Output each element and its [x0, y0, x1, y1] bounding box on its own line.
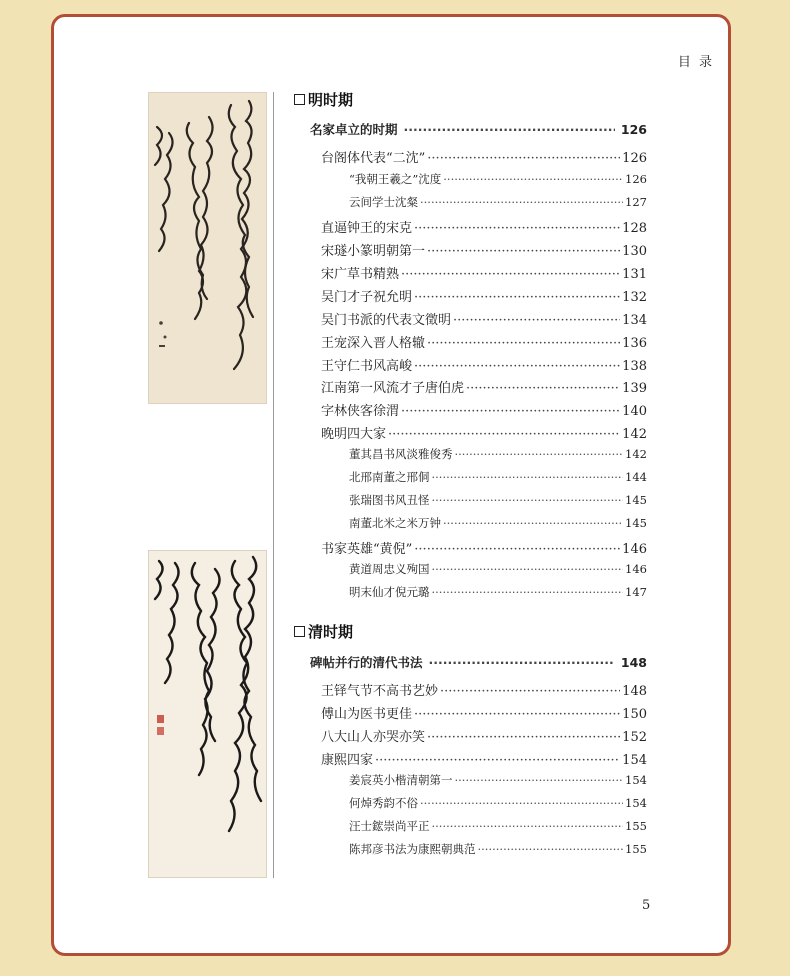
- toc-subentry[interactable]: [349, 469, 647, 485]
- entry-page: 144: [625, 470, 647, 484]
- entry-title: 宋广草书精熟: [321, 267, 400, 282]
- entry-title: 八大山人亦哭亦笑: [321, 730, 426, 745]
- leader-dots: [427, 336, 620, 351]
- entry-page: 146: [622, 542, 647, 557]
- entry-page: 142: [622, 427, 647, 442]
- entry-title: 字林侠客徐渭: [321, 404, 400, 419]
- entry-page: 150: [622, 707, 647, 722]
- toc-subentry[interactable]: [349, 492, 647, 508]
- toc-entry[interactable]: [321, 263, 647, 282]
- entry-page: 134: [622, 313, 647, 328]
- entry-title: 北邢南董之邢侗: [349, 470, 430, 484]
- chapter-title: 碑帖并行的清代书法: [310, 655, 423, 670]
- leader-dots: [427, 730, 620, 745]
- entry-page: 145: [625, 493, 647, 507]
- entry-title: 云间学士沈粲: [349, 195, 418, 209]
- chapter-page: 126: [620, 122, 647, 137]
- leader-dots: [414, 290, 620, 305]
- entry-page: 130: [622, 244, 647, 259]
- toc-entry[interactable]: [321, 332, 647, 351]
- entry-page: 136: [622, 336, 647, 351]
- entry-title: 明末仙才倪元璐: [349, 585, 430, 599]
- toc-entry[interactable]: [321, 749, 647, 768]
- entry-page: 148: [622, 684, 647, 699]
- leader-dots: [414, 221, 620, 236]
- entry-title: 王宠深入晋人格辙: [321, 336, 426, 351]
- entry-title: 汪士鋐崇尚平正: [349, 819, 430, 833]
- entry-page: 154: [622, 753, 647, 768]
- toc-subentry[interactable]: [349, 795, 647, 811]
- entry-title: 何焯秀韵不俗: [349, 796, 418, 810]
- section-heading-qing: [294, 621, 353, 642]
- leader-dots: [429, 655, 615, 670]
- leader-dots: [388, 427, 620, 442]
- chapter-title: 名家卓立的时期: [310, 122, 398, 137]
- leader-dots: [420, 796, 623, 810]
- checkbox-square-icon: [294, 626, 305, 637]
- leader-dots: [401, 404, 620, 419]
- toc-entry[interactable]: [321, 286, 647, 305]
- entry-page: 147: [625, 585, 647, 599]
- section-heading-ming: [294, 89, 353, 110]
- entry-page: 140: [622, 404, 647, 419]
- entry-page: 131: [622, 267, 647, 282]
- leader-dots: [404, 122, 615, 137]
- toc-subentry[interactable]: [349, 841, 647, 857]
- entry-page: 127: [625, 195, 647, 209]
- toc-entry[interactable]: [321, 240, 647, 259]
- leader-dots: [414, 542, 620, 557]
- leader-dots: [432, 493, 624, 507]
- entry-title: 傅山为医书更佳: [321, 707, 413, 722]
- entry-page: 146: [625, 562, 647, 576]
- toc-subentry[interactable]: [349, 772, 647, 788]
- entry-page: 155: [625, 842, 647, 856]
- entry-title: 张瑞图书风丑怪: [349, 493, 430, 507]
- leader-dots: [443, 172, 623, 186]
- leader-dots: [427, 244, 620, 259]
- entry-page: 139: [622, 381, 647, 396]
- entry-title: 晚明四大家: [321, 427, 387, 442]
- entry-title: 王铎气节不高书艺妙: [321, 684, 439, 699]
- toc-entry[interactable]: [321, 538, 647, 557]
- entry-title: “我朝王羲之”沈度: [349, 172, 442, 186]
- entry-page: 154: [625, 796, 647, 810]
- toc-entry[interactable]: [321, 147, 647, 166]
- toc-entry[interactable]: [321, 726, 647, 745]
- page-number: 5: [642, 898, 651, 913]
- leader-dots: [432, 819, 624, 833]
- entry-page: 155: [625, 819, 647, 833]
- column-divider: [273, 92, 274, 878]
- entry-title: 书家英雄“黄倪”: [321, 542, 413, 557]
- leader-dots: [478, 842, 624, 856]
- entry-title: 姜宸英小楷清朝第一: [349, 773, 453, 787]
- leader-dots: [401, 267, 620, 282]
- entry-title: 黄道周忠义殉国: [349, 562, 430, 576]
- toc-entry[interactable]: [321, 377, 647, 396]
- leader-dots: [427, 151, 620, 166]
- toc-subentry[interactable]: [349, 561, 647, 577]
- entry-title: 直逼钟王的宋克: [321, 221, 413, 236]
- leader-dots: [455, 447, 624, 461]
- leader-dots: [453, 313, 620, 328]
- leader-dots: [414, 359, 620, 374]
- entry-page: 145: [625, 516, 647, 530]
- entry-page: 152: [622, 730, 647, 745]
- leader-dots: [432, 585, 624, 599]
- leader-dots: [420, 195, 623, 209]
- chapter-page: 148: [620, 655, 647, 670]
- toc-entry[interactable]: [321, 423, 647, 442]
- entry-page: 128: [622, 221, 647, 236]
- toc-subentry[interactable]: [349, 515, 647, 531]
- toc-subentry[interactable]: [349, 171, 647, 187]
- entry-page: 138: [622, 359, 647, 374]
- entry-title: 南董北米之米万钟: [349, 516, 441, 530]
- entry-page: 154: [625, 773, 647, 787]
- section-title: 明时期: [308, 91, 354, 109]
- entry-title: 江南第一风流才子唐伯虎: [321, 381, 465, 396]
- entry-title: 吴门才子祝允明: [321, 290, 413, 305]
- entry-title: 吴门书派的代表文徵明: [321, 313, 452, 328]
- toc-chapter-qing[interactable]: [310, 653, 647, 671]
- toc-entry[interactable]: [321, 309, 647, 328]
- toc-subentry[interactable]: [349, 818, 647, 834]
- leader-dots: [466, 381, 620, 396]
- entry-title: 董其昌书风淡雅俊秀: [349, 447, 453, 461]
- toc-entry[interactable]: [321, 355, 647, 374]
- toc-entry[interactable]: [321, 217, 647, 236]
- toc-entry[interactable]: [321, 680, 647, 699]
- entry-title: 台阁体代表“二沈”: [321, 151, 426, 166]
- toc-subentry[interactable]: [349, 446, 647, 462]
- page-header: 目 录: [677, 55, 714, 70]
- toc-entry[interactable]: [321, 400, 647, 419]
- entry-page: 132: [622, 290, 647, 305]
- entry-page: 126: [625, 172, 647, 186]
- leader-dots: [432, 562, 624, 576]
- entry-page: 142: [625, 447, 647, 461]
- entry-title: 王守仁书风高峻: [321, 359, 413, 374]
- leader-dots: [375, 753, 620, 768]
- checkbox-square-icon: [294, 94, 305, 105]
- entry-title: 陈邦彦书法为康熙朝典范: [349, 842, 476, 856]
- entry-title: 康熙四家: [321, 753, 374, 768]
- leader-dots: [432, 470, 624, 484]
- calligraphy-image-2: [148, 550, 267, 878]
- toc-subentry[interactable]: [349, 194, 647, 210]
- leader-dots: [440, 684, 620, 699]
- leader-dots: [414, 707, 620, 722]
- leader-dots: [455, 773, 624, 787]
- toc-chapter-ming[interactable]: [310, 120, 647, 138]
- leader-dots: [443, 516, 623, 530]
- section-title: 清时期: [308, 623, 354, 641]
- entry-page: 126: [622, 151, 647, 166]
- entry-title: 宋璲小篆明朝第一: [321, 244, 426, 259]
- toc-entry[interactable]: [321, 703, 647, 722]
- toc-subentry[interactable]: [349, 584, 647, 600]
- calligraphy-image-1: [148, 92, 267, 404]
